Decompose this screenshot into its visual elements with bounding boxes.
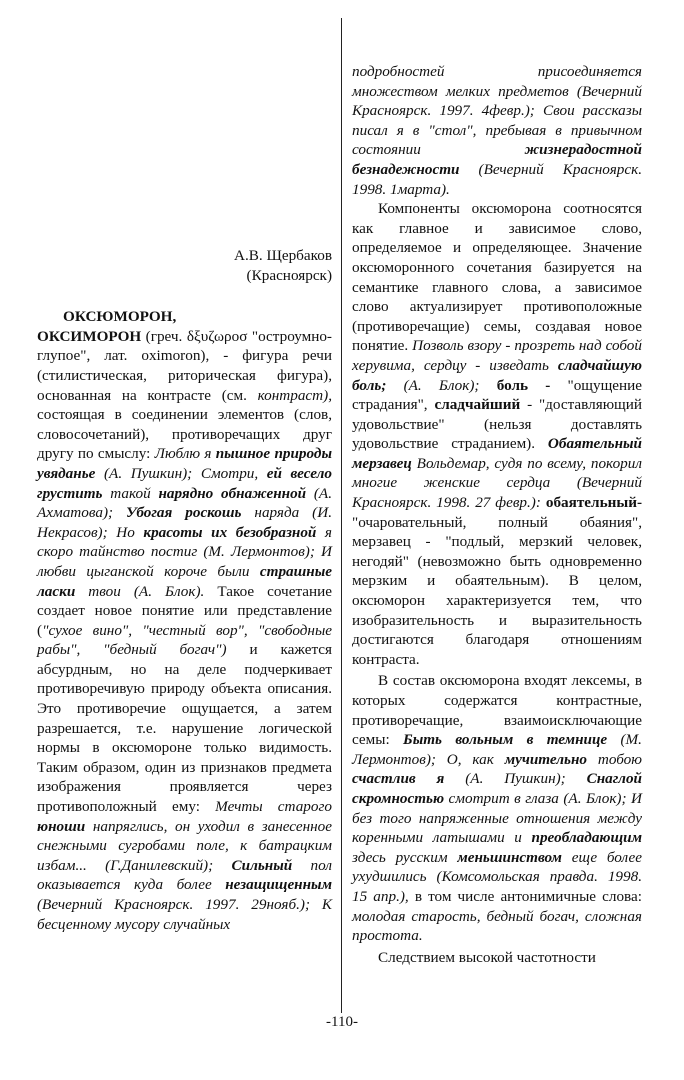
text-run: преобладающим: [531, 829, 642, 847]
text-run: (М. Лермонтов); О, как: [352, 731, 642, 768]
text-run: Вольдемар, судя по всему, покорил многие женские сердца (Вечерний Красноярск. 1998. 27 февр.):: [352, 454, 642, 512]
text-run: Позволь взору - прозреть над собой херувима, сердцу - изведать: [352, 337, 642, 374]
text-run: [480, 377, 497, 394]
text-run: и кажется абсурдным, но на деле подчеркивает противоречивую природу объекта описания. Это противоречие ощущается, а затем разрешается, т.е. нарушение логической нормы в оксюмороне только видимость. Таким образом, один из признаков предмета изображения проявляется через противоположный ему:: [37, 641, 332, 816]
text-run: я скоро тайнство постиг (М. Лермонтов); И любви цыганской короче были: [37, 523, 332, 580]
column-divider: [341, 18, 342, 1013]
text-run: юноши: [37, 817, 86, 835]
text-run: жизнерадостной безнадежности: [352, 141, 642, 178]
text-run: "очаровательный, полный обаяния", мерзавец - "подлый, мерзкий человек, негодяй" (невозможно быть одновременно мерзким и обаятельным). В целом, оксюморон характеризуется тем, что изобразительность и выразительность достигаются благодаря отношениям контраста.: [352, 513, 642, 668]
text-run: напряглись, он уходил в занесенное снежными сугробами поле, к батрацким избам... (Г.Данилевский);: [37, 817, 332, 874]
text-run: Компоненты оксюморона соотносятся как главное и зависимое слово, определяемое и определяющее. Значение оксюморонного сочетания базируется на семантике главного слова, а зависимое слово актуализирует противоположные (противоречащие) семы, создавая новое понятие.: [352, 200, 642, 355]
text-run: δξυζωροσ: [186, 327, 248, 345]
text-run: (А. Пушкин);: [444, 770, 587, 788]
text-run: Сильный: [231, 856, 293, 874]
text-run: мучительно: [504, 750, 588, 768]
text-run: молодая старость, бедный богач, сложная простота.: [352, 907, 642, 945]
text-run: тобою: [587, 750, 642, 768]
article-heading: ОКСЮМОРОН,: [63, 308, 177, 326]
text-run: боль -: [496, 376, 551, 394]
text-run: незащищенным: [225, 876, 332, 894]
article-paragraph: [37, 327, 332, 934]
text-run: Мечты старого: [215, 798, 332, 816]
text-run: (Вечерний Красноярск. 1997. 29нояб.); К бесценному мусору случайных: [37, 896, 332, 933]
text-run: (А. Пушкин); Смотри,: [95, 464, 267, 482]
text-run: пышное природы увяданье: [37, 445, 332, 482]
text-run: нарядно обнаженной: [158, 484, 307, 502]
text-run: красоты их безобразной: [143, 523, 317, 541]
text-run: меньшинством: [457, 848, 562, 866]
text-run: Снаглой скромностью: [352, 770, 643, 807]
text-run: "ощущение страдания",: [352, 376, 643, 414]
text-run: страшные ласки: [37, 562, 332, 600]
text-run: счастлив я: [352, 770, 445, 788]
text-run: сладчайший: [434, 396, 521, 414]
left-column: [37, 62, 332, 934]
text-run: (Вечерний Красноярск. 1998. 1марта).: [352, 160, 642, 198]
right-column: [352, 62, 642, 967]
text-run: (А. Блок);: [386, 376, 480, 394]
text-run: ОКСИМОРОН: [37, 327, 142, 345]
text-run: Такое сочетание создает новое понятие или представление (: [37, 582, 333, 639]
text-run: еще более ухудшились (Комсомольская правда. 1998. 15 апр.),: [352, 848, 642, 905]
text-run: здесь русским: [352, 848, 458, 866]
text-run: состоящая в соединении элементов (слов, словосочетаний), противоречащих друг другу по смыслу:: [37, 406, 332, 463]
text-run: Обаятельный мерзавец: [352, 435, 642, 472]
text-run: в том числе антонимичные слова:: [408, 887, 642, 905]
text-run: Быть вольным в темнице: [403, 731, 608, 749]
text-run: подробностей присоединяется множеством мелких предметов (Вечерний Красноярск. 1997. 4февр.); Свои рассказы писал я в "стол", пребывая в привычном состоянии: [352, 63, 642, 159]
article-paragraph: [352, 199, 642, 669]
text-run: В состав оксюморона входят лексемы, в которых содержатся контрастные, противоречащие, взаимоисключающие семы:: [352, 672, 642, 749]
author-name: А.В. Щербаков: [234, 247, 332, 264]
text-run: Убогая роскошь: [125, 504, 242, 522]
author-affiliation: (Красноярск): [246, 266, 332, 284]
text-run: (А. Ахматова);: [37, 484, 332, 522]
page-number: -110-: [326, 1014, 358, 1030]
text-run: смотрит в глаза (А. Блок); И без того напряженные отношения между коренными латышами и: [352, 789, 642, 847]
text-run: Следствием высокой частотности: [378, 948, 596, 966]
text-run: твои (А. Блок).: [75, 582, 205, 600]
text-run: контраст),: [257, 386, 332, 404]
article-paragraph: [352, 671, 642, 945]
text-run: ей весело грустить: [37, 464, 332, 502]
text-run: наряда (И. Некрасов); Но: [37, 504, 332, 541]
text-run: - "доставляющий удовольствие" (нельзя доставлять удовольствие страданием).: [352, 396, 643, 453]
text-run: Люблю я: [154, 445, 216, 463]
article-paragraph: [352, 62, 642, 199]
text-run: "сухое вино", "честный вор", "свободные рабы", "бедный богач"): [37, 621, 332, 659]
text-run: пол оказывается куда более: [37, 856, 332, 894]
text-run: сладчайшую боль;: [352, 356, 642, 394]
text-run: (греч.: [141, 327, 187, 345]
text-run: такой: [102, 484, 159, 502]
text-run: обаятельный-: [545, 494, 643, 512]
article-paragraph: [352, 948, 642, 968]
text-run: "остроумно-глупое", лат. oximoron), - фигура речи (стилистическая, риторическая фигура), основанная на контрасте (см.: [37, 327, 332, 404]
